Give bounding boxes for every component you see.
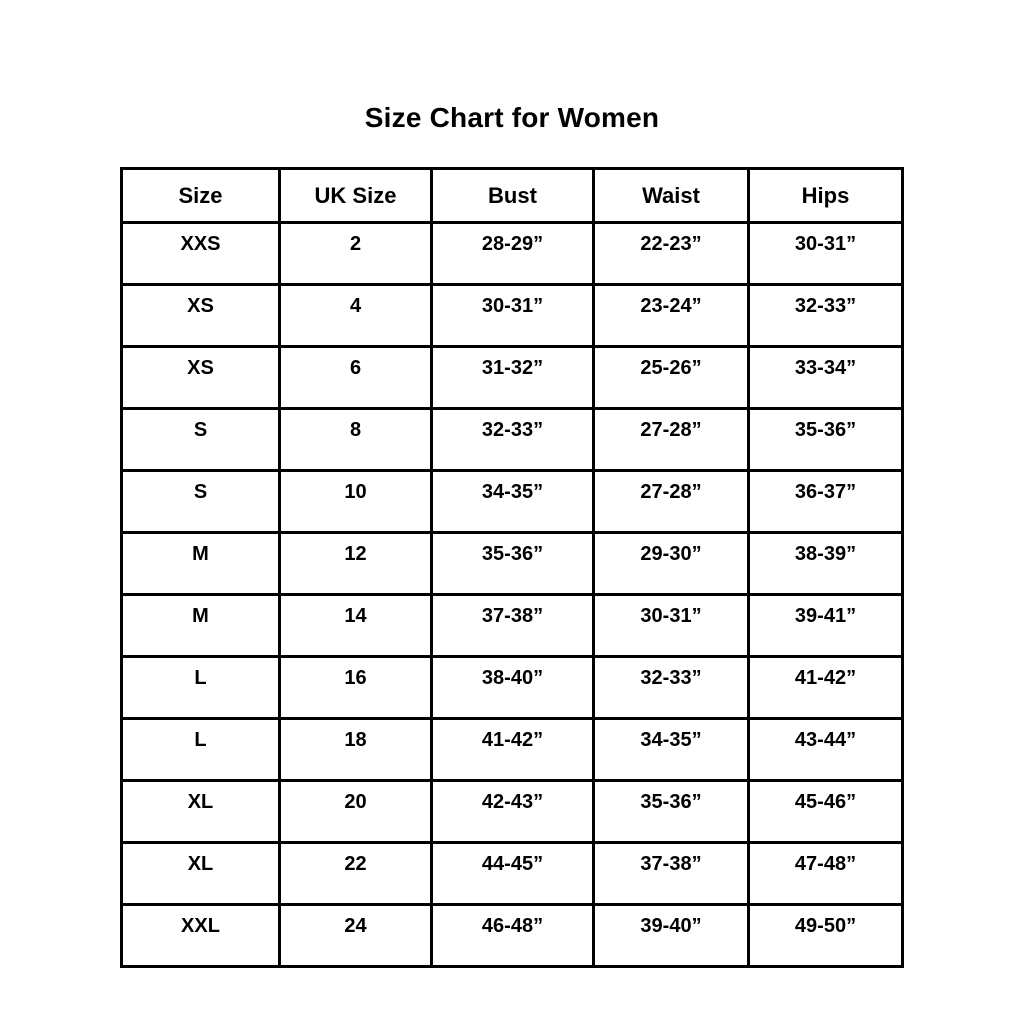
table-cell: 38-40” (432, 657, 594, 719)
size-chart-table (120, 167, 904, 968)
table-cell: 10 (280, 471, 432, 533)
table-cell: 47-48” (749, 843, 903, 905)
table-cell: 35-36” (432, 533, 594, 595)
table-row (122, 595, 903, 657)
table-row (122, 719, 903, 781)
table-cell: 32-33” (594, 657, 749, 719)
table-cell: 2 (280, 223, 432, 285)
table-cell: S (122, 471, 280, 533)
header-cell-size: Size (122, 169, 280, 223)
table-cell: 49-50” (749, 905, 903, 967)
table-row (122, 347, 903, 409)
table-cell: M (122, 595, 280, 657)
table-cell: 32-33” (749, 285, 903, 347)
table-cell: 32-33” (432, 409, 594, 471)
table-cell: 25-26” (594, 347, 749, 409)
table-cell: 20 (280, 781, 432, 843)
table-cell: 37-38” (432, 595, 594, 657)
table-cell: 23-24” (594, 285, 749, 347)
header-cell-bust: Bust (432, 169, 594, 223)
table-header (122, 169, 903, 223)
table-cell: 41-42” (749, 657, 903, 719)
table-cell: 27-28” (594, 409, 749, 471)
table-cell: 22-23” (594, 223, 749, 285)
table-cell: 37-38” (594, 843, 749, 905)
table-cell: 39-41” (749, 595, 903, 657)
table-cell: L (122, 657, 280, 719)
table-cell: 16 (280, 657, 432, 719)
table-row (122, 471, 903, 533)
table-cell: 18 (280, 719, 432, 781)
table-row (122, 409, 903, 471)
table-cell: 30-31” (749, 223, 903, 285)
table-cell: L (122, 719, 280, 781)
table-cell: 33-34” (749, 347, 903, 409)
table-cell: 22 (280, 843, 432, 905)
page-title: Size Chart for Women (364, 102, 660, 133)
size-table-body (122, 223, 903, 967)
table-row (122, 285, 903, 347)
table-cell: 4 (280, 285, 432, 347)
table-row (122, 781, 903, 843)
table-row (122, 657, 903, 719)
table-cell: 41-42” (432, 719, 594, 781)
table-cell: 35-36” (749, 409, 903, 471)
table-cell: 39-40” (594, 905, 749, 967)
table-cell: 44-45” (432, 843, 594, 905)
table-cell: 43-44” (749, 719, 903, 781)
table-cell: XL (122, 781, 280, 843)
header-cell-hips: Hips (749, 169, 903, 223)
table-cell: 34-35” (432, 471, 594, 533)
table-cell: S (122, 409, 280, 471)
table-cell: 31-32” (432, 347, 594, 409)
table-row (122, 223, 903, 285)
table-row (122, 533, 903, 595)
table-cell: 14 (280, 595, 432, 657)
table-cell: 45-46” (749, 781, 903, 843)
table-cell: 30-31” (594, 595, 749, 657)
table-cell: 6 (280, 347, 432, 409)
table-cell: XXL (122, 905, 280, 967)
header-cell-waist: Waist (594, 169, 749, 223)
table-cell: 29-30” (594, 533, 749, 595)
table-cell: 30-31” (432, 285, 594, 347)
table-cell: 27-28” (594, 471, 749, 533)
table-cell: XXS (122, 223, 280, 285)
table-cell: 28-29” (432, 223, 594, 285)
table-cell: 46-48” (432, 905, 594, 967)
header-row (122, 169, 903, 223)
table-row (122, 905, 903, 967)
table-cell: 36-37” (749, 471, 903, 533)
table-cell: 8 (280, 409, 432, 471)
table-cell: XL (122, 843, 280, 905)
header-cell-uk-size: UK Size (280, 169, 432, 223)
table-cell: 42-43” (432, 781, 594, 843)
table-cell: XS (122, 347, 280, 409)
table-cell: 34-35” (594, 719, 749, 781)
table-cell: 24 (280, 905, 432, 967)
table-cell: 38-39” (749, 533, 903, 595)
table-cell: XS (122, 285, 280, 347)
table-row (122, 843, 903, 905)
table-cell: 12 (280, 533, 432, 595)
table-cell: 35-36” (594, 781, 749, 843)
table-cell: M (122, 533, 280, 595)
